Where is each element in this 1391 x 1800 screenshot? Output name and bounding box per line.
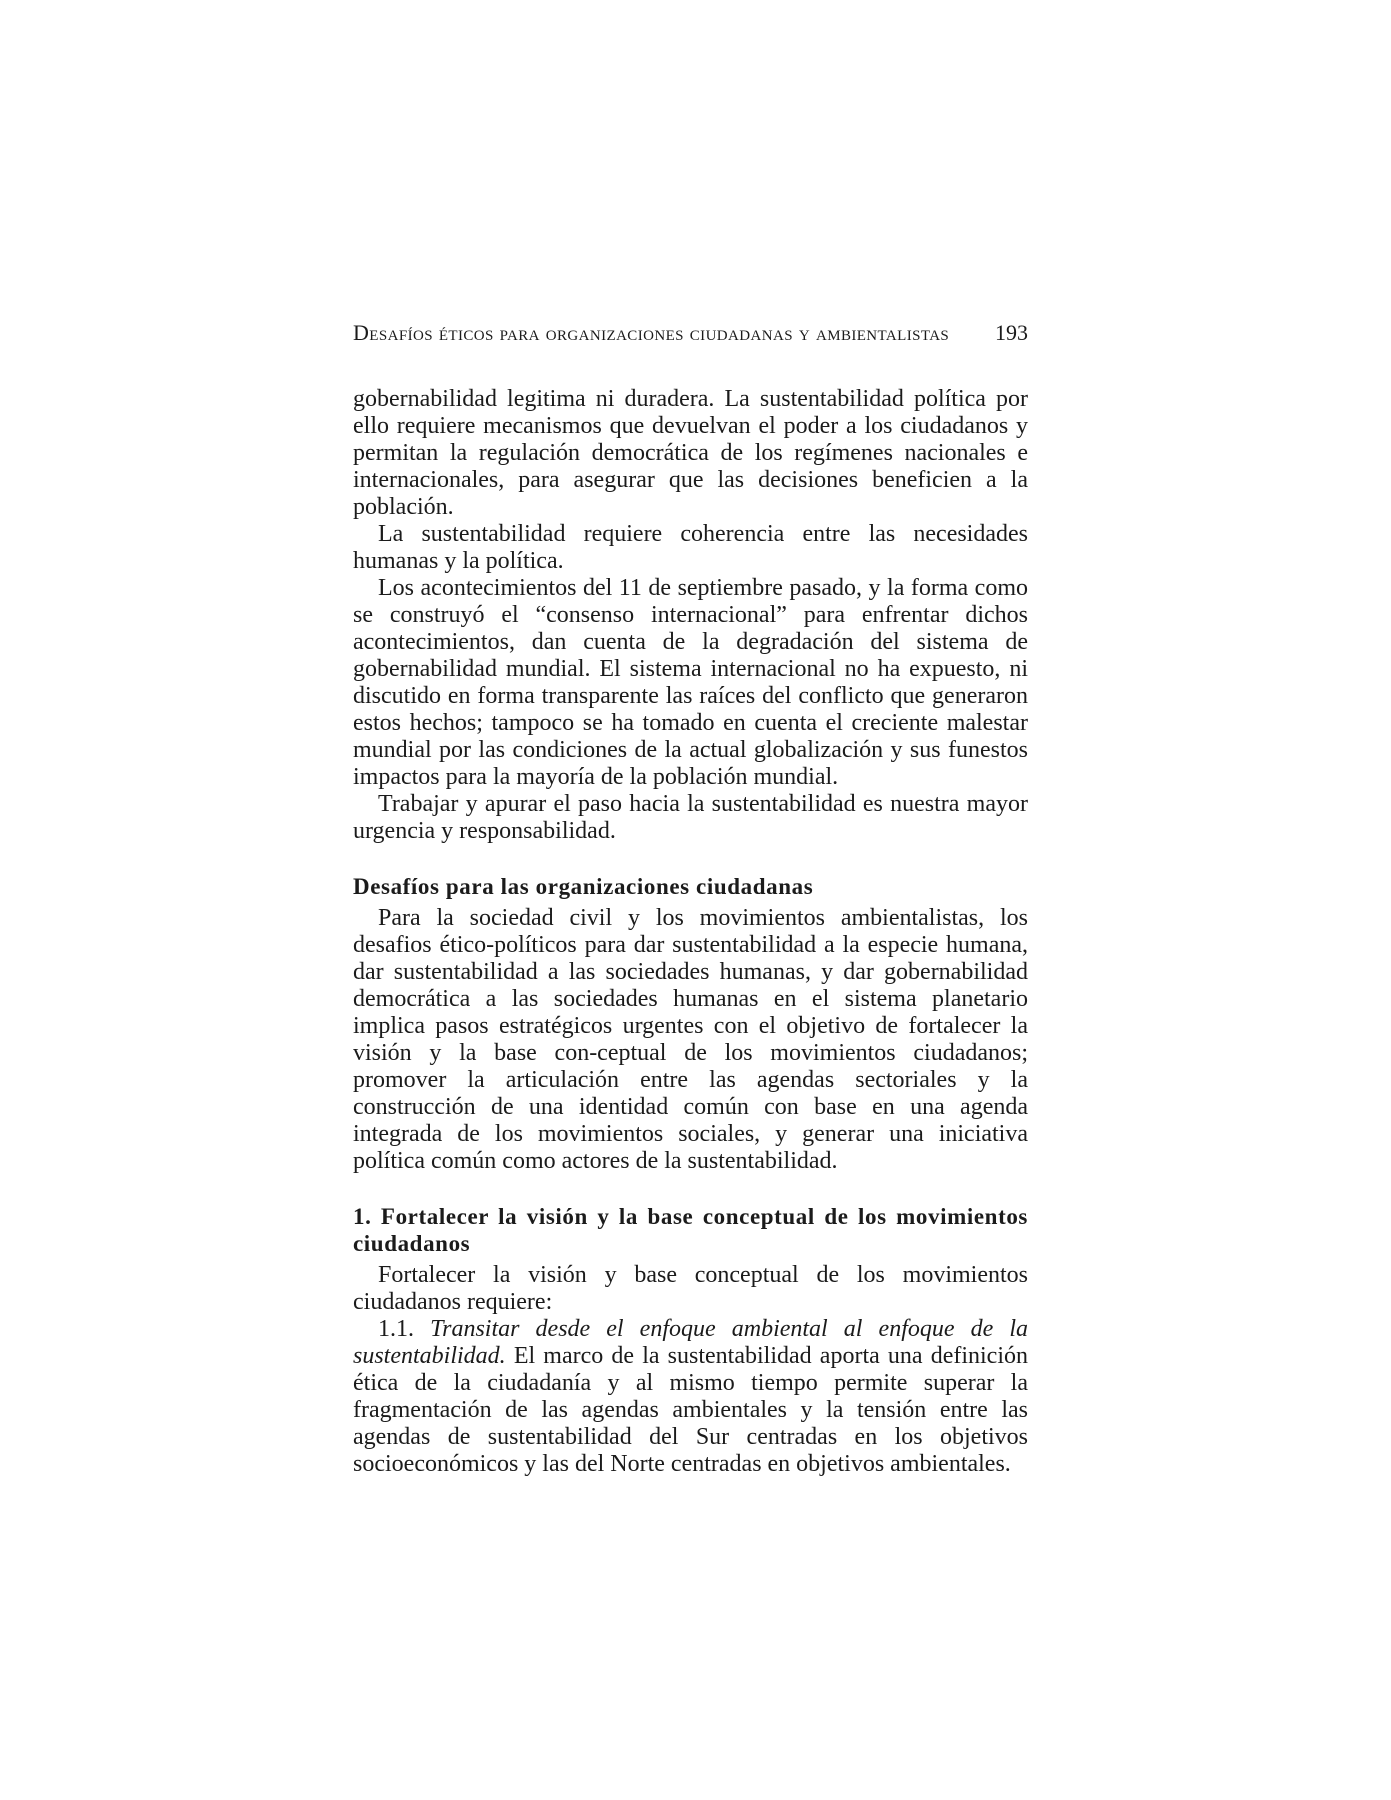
section-heading: Desafíos para las organizaciones ciudadanas [353, 874, 814, 899]
body-text [353, 386, 1028, 1478]
paragraph: Para la sociedad civil y los movimientos ambientalistas, los desafios ético-políticos para dar sustentabilidad a la especie humana, dar sustentabilidad a las sociedades humanas, y dar gobernabilidad democrática a las sociedades humanas en el sistema planetario implica pasos estratégicos urgentes con el objetivo de fortalecer la visión y la base con-ceptual de los movimientos ciudadanos; promover la articulación entre las agendas sectoriales y la construcción de una identidad común con base en una agenda integrada de los movimientos sociales, y generar una iniciativa política común como actores de la sustentabilidad. [353, 905, 1028, 1174]
item-text: El marco de la sustentabilidad aporta una definición ética de la ciudadanía y al mismo tiempo permite superar la fragmentación de las agendas ambientales y la tensión entre las agendas de sustentabilidad del Sur centradas en los objetivos socioeconómicos y las del Norte centradas en objetivos ambientales. [353, 1343, 1028, 1477]
paragraph: gobernabilidad legitima ni duradera. La sustentabilidad política por ello requiere mecanismos que devuelvan el poder a los ciudadanos y permitan la regulación democrática de los regímenes nacionales e internacionales, para asegurar que las decisiones beneficien a la población. [353, 386, 1028, 520]
book-page [353, 318, 1028, 1478]
numbered-paragraph [353, 1316, 1028, 1478]
item-number: 1.1. [378, 1316, 414, 1342]
paragraph: Los acontecimientos del 11 de septiembre pasado, y la forma como se construyó el “consenso internacional” para enfrentar dichos acontecimientos, dan cuenta de la degradación del sistema de gobernabilidad mundial. El sistema internacional no ha expuesto, ni discutido en forma transparente las raíces del conflicto que generaron estos hechos; tampoco se ha tomado en cuenta el creciente malestar mundial por las condiciones de la actual globalización y sus funestos impactos para la mayoría de la población mundial. [353, 575, 1028, 790]
paragraph: Trabajar y apurar el paso hacia la sustentabilidad es nuestra mayor urgencia y responsabilidad. [353, 791, 1028, 844]
paragraph: Fortalecer la visión y base conceptual de los movimientos ciudadanos requiere: [353, 1262, 1028, 1315]
item-title: Transitar desde el enfoque ambiental al enfoque de la sustentabilidad. [353, 1316, 1029, 1369]
subsection-heading: 1. Fortalecer la visión y la base conceptual de los movimientos ciudadanos [353, 1204, 1028, 1256]
running-title: Desafíos éticos para organizaciones ciudadanas y ambientalistas [353, 320, 950, 345]
running-header [353, 318, 1028, 348]
page-number: 193 [995, 320, 1028, 345]
paragraph: La sustentabilidad requiere coherencia entre las necesidades humanas y la política. [353, 521, 1028, 574]
